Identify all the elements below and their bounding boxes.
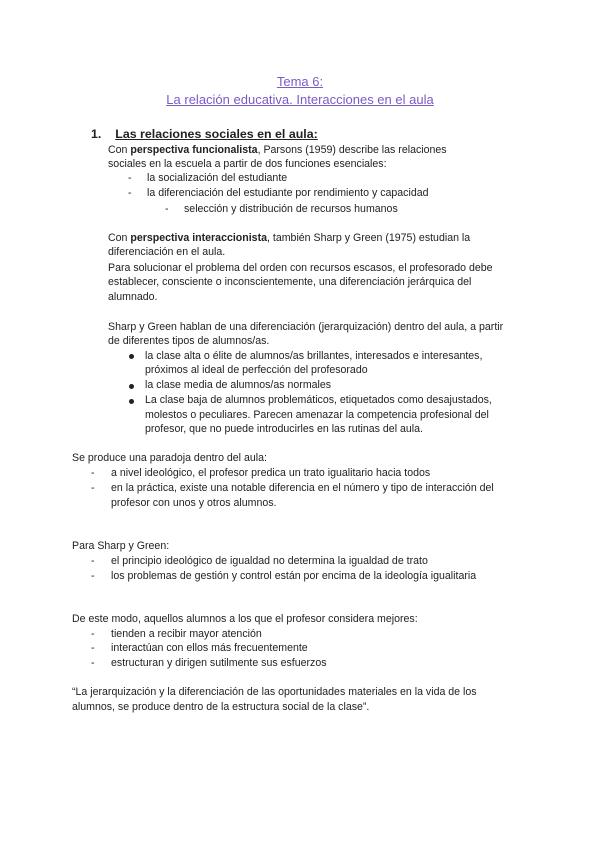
paragraph-line: De este modo, aquellos alumnos a los que el profesor considera mejores: bbox=[72, 613, 418, 625]
paragraph-line: establecer, consciente o inconscientemente, una diferenciación jerárquica del bbox=[108, 276, 472, 288]
dash-marker: - bbox=[91, 570, 95, 582]
list-item: el principio ideológico de igualdad no determina la igualdad de trato bbox=[111, 555, 428, 567]
bullet-icon bbox=[129, 354, 134, 359]
paragraph-line: Para Sharp y Green: bbox=[72, 540, 170, 552]
list-item-continuation: profesor, que no puede introducirles en las rutinas del aula. bbox=[145, 423, 423, 435]
text-run: Con bbox=[108, 232, 131, 244]
list-item: la diferenciación del estudiante por rendimiento y capacidad bbox=[147, 187, 429, 199]
sub-list-item: selección y distribución de recursos humanos bbox=[184, 203, 398, 215]
list-item: tienden a recibir mayor atención bbox=[111, 628, 262, 640]
text-run: , Parsons (1959) describe las relaciones bbox=[257, 144, 447, 156]
quote-line: alumnos, se produce dentro de la estructura social de la clase”. bbox=[72, 701, 370, 713]
list-item: La clase baja de alumnos problemáticos, etiquetados como desajustados, bbox=[145, 394, 492, 406]
bullet-icon bbox=[129, 384, 134, 389]
dash-marker: - bbox=[91, 642, 95, 654]
paragraph-functionalist bbox=[108, 143, 447, 157]
list-item: la socialización del estudiante bbox=[147, 172, 288, 184]
dash-marker: - bbox=[91, 657, 95, 669]
dash-marker: - bbox=[91, 555, 95, 567]
list-item-continuation: molestos o peculiares. Parecen amenazar la competencia profesional del bbox=[145, 409, 489, 421]
paragraph-line: diferenciación en el aula. bbox=[108, 246, 226, 258]
paragraph-line: alumnado. bbox=[108, 291, 158, 303]
quote-line: “La jerarquización y la diferenciación de las oportunidades materiales en la vida de los bbox=[72, 686, 477, 698]
section-heading bbox=[91, 127, 318, 141]
dash-marker: - bbox=[91, 482, 95, 494]
doc-title: Tema 6: bbox=[276, 74, 324, 89]
doc-subtitle: La relación educativa. Interacciones en el aula bbox=[166, 92, 434, 107]
dash-marker: - bbox=[91, 467, 95, 479]
list-item: en la práctica, existe una notable diferencia en el número y tipo de interacción del bbox=[111, 482, 494, 494]
paragraph-line: Se produce una paradoja dentro del aula: bbox=[72, 452, 267, 464]
paragraph-line: de diferentes tipos de alumnos/as. bbox=[108, 335, 270, 347]
dash-marker: - bbox=[91, 628, 95, 640]
dash-marker: - bbox=[128, 187, 132, 199]
list-item-continuation: próximos al ideal de perfección del profesorado bbox=[145, 364, 368, 376]
list-item: interactúan con ellos más frecuentemente bbox=[111, 642, 308, 654]
list-item-continuation: profesor con unos y otros alumnos. bbox=[111, 497, 277, 509]
paragraph-line: Para solucionar el problema del orden con recursos escasos, el profesorado debe bbox=[108, 262, 493, 274]
list-item: la clase media de alumnos/as normales bbox=[145, 379, 332, 391]
list-item: a nivel ideológico, el profesor predica un trato igualitario hacia todos bbox=[111, 467, 431, 479]
dash-marker: - bbox=[165, 203, 169, 215]
text-run: Con bbox=[108, 144, 131, 156]
list-item: los problemas de gestión y control están por encima de la ideología igualitaria bbox=[111, 570, 477, 582]
text-run: , también Sharp y Green (1975) estudian la bbox=[267, 232, 471, 244]
paragraph-line: sociales en la escuela a partir de dos funciones esenciales: bbox=[108, 158, 387, 170]
bullet-icon bbox=[129, 399, 134, 404]
list-item: la clase alta o élite de alumnos/as brillantes, interesados e interesantes, bbox=[145, 350, 483, 362]
paragraph-line: Sharp y Green hablan de una diferenciación (jerarquización) dentro del aula, a partir bbox=[108, 321, 504, 333]
bold-term: perspectiva funcionalista bbox=[130, 144, 258, 156]
section-number: 1. bbox=[91, 127, 102, 141]
bold-term: perspectiva interaccionista bbox=[130, 232, 267, 244]
paragraph-interactionist bbox=[108, 231, 470, 245]
section-title: Las relaciones sociales en el aula: bbox=[115, 127, 318, 141]
dash-marker: - bbox=[128, 172, 132, 184]
list-item: estructuran y dirigen sutilmente sus esfuerzos bbox=[111, 657, 327, 669]
